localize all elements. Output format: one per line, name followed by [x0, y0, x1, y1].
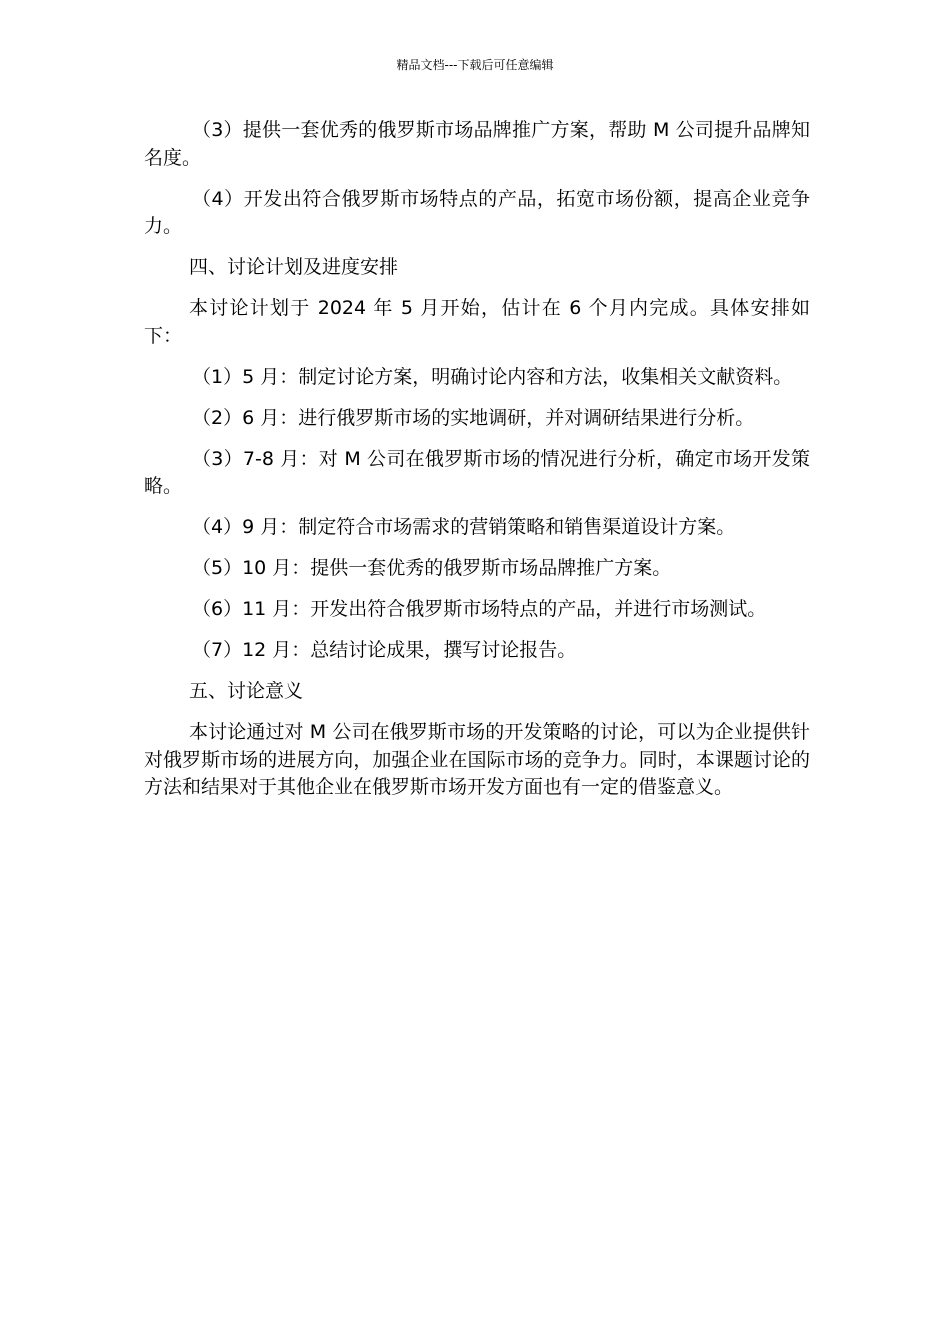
goal-item-4: （4）开发出符合俄罗斯市场特点的产品，拓宽市场份额，提高企业竞争力。 — [144, 187, 810, 237]
page-header: 精品文档---下载后可任意编辑 — [396, 58, 554, 72]
schedule-item-2: （2）6 月：进行俄罗斯市场的实地调研，并对调研结果进行分析。 — [192, 406, 755, 429]
document-body — [144, 117, 810, 815]
section-heading-plan: 四、讨论计划及进度安排 — [189, 256, 399, 278]
schedule-item-5: （5）10 月：提供一套优秀的俄罗斯市场品牌推广方案。 — [192, 557, 672, 579]
plan-intro-paragraph: 本讨论计划于 2024 年 5 月开始，估计在 6 个月内完成。具体安排如下： — [144, 297, 810, 347]
schedule-item-6: （6）11 月：开发出符合俄罗斯市场特点的产品，并进行市场测试。 — [192, 598, 767, 620]
schedule-item-1: （1）5 月：制定讨论方案，明确讨论内容和方法，收集相关文献资料。 — [192, 365, 793, 388]
significance-paragraph: 本讨论通过对 M 公司在俄罗斯市场的开发策略的讨论，可以为企业提供针对俄罗斯市场的进展方向，加强企业在国际市场的竞争力。同时，本课题讨论的方法和结果对于其他企业在俄罗斯市场开发方面也有一定的借鉴意义。 — [144, 721, 810, 798]
section-heading-significance: 五、讨论意义 — [189, 680, 304, 702]
schedule-item-4: （4）9 月：制定符合市场需求的营销策略和销售渠道设计方案。 — [192, 516, 736, 538]
schedule-item-7: （7）12 月：总结讨论成果，撰写讨论报告。 — [192, 639, 577, 661]
goal-item-3: （3）提供一套优秀的俄罗斯市场品牌推广方案，帮助 M 公司提升品牌知名度。 — [144, 119, 810, 169]
schedule-item-3: （3）7-8 月：对 M 公司在俄罗斯市场的情况进行分析，确定市场开发策略。 — [144, 447, 810, 497]
